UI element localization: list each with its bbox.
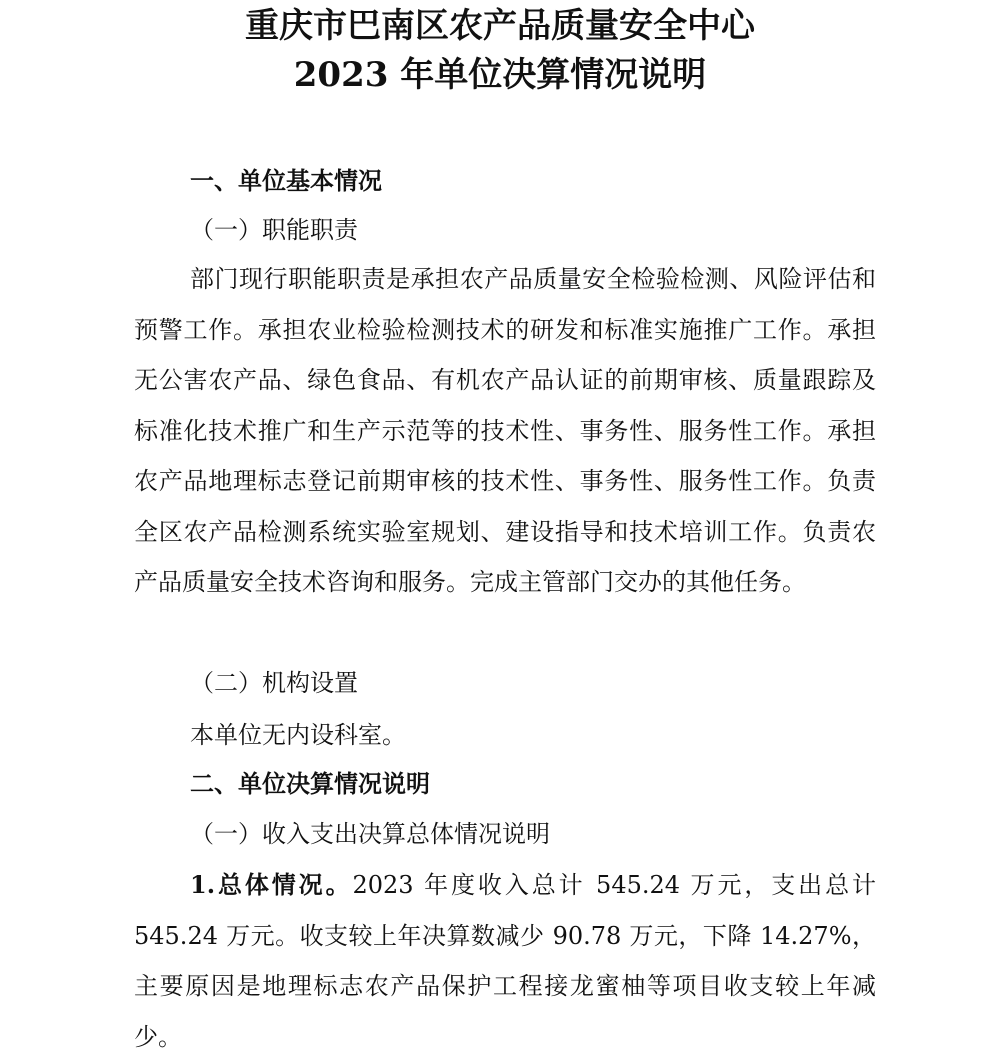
section-heading-final-accounts: 二、单位决算情况说明 — [190, 770, 430, 798]
document-subtitle: 2023 年单位决算情况说明 — [293, 55, 707, 95]
paragraph-functions: 部门现行职能职责是承担农产品质量安全检验检测、风险评估和预警工作。承担农业检验检测技术的研发和标准实施推广工作。承担无公害农产品、绿色食品、有机农产品认证的前期审核、质量跟踪及标准化技术推广和生产示范等的技术性、事务性、服务性工作。承担农产品地理标志登记前期审核的技术性、事务性、服务性工作。负责全区农产品检测系统实验室规划、建设指导和技术培训工作。负责农产品质量安全技术咨询和服务。完成主管部门交办的其他任务。 — [134, 265, 876, 596]
subsection-heading-functions: （一）职能职责 — [190, 216, 358, 244]
document-title: 重庆市巴南区农产品质量安全中心 — [245, 6, 755, 46]
section-heading-basic-info: 一、单位基本情况 — [190, 167, 382, 195]
overall-body: 2023 年度收入总计 545.24 万元，支出总计 545.24 万元。收支较上年决算数减少 90.78 万元，下降 14.27%，主要原因是地理标志农产品保护工程接龙蜜柚等项目收支较上年减少。 — [134, 871, 876, 1051]
paragraph-organization: 本单位无内设科室。 — [190, 721, 406, 749]
subsection-heading-income-expenditure: （一）收入支出决算总体情况说明 — [190, 820, 550, 848]
paragraph-overall — [134, 860, 876, 1062]
subsection-heading-organization: （二）机构设置 — [190, 669, 358, 697]
overall-lead: 1.总体情况。 — [190, 870, 353, 899]
